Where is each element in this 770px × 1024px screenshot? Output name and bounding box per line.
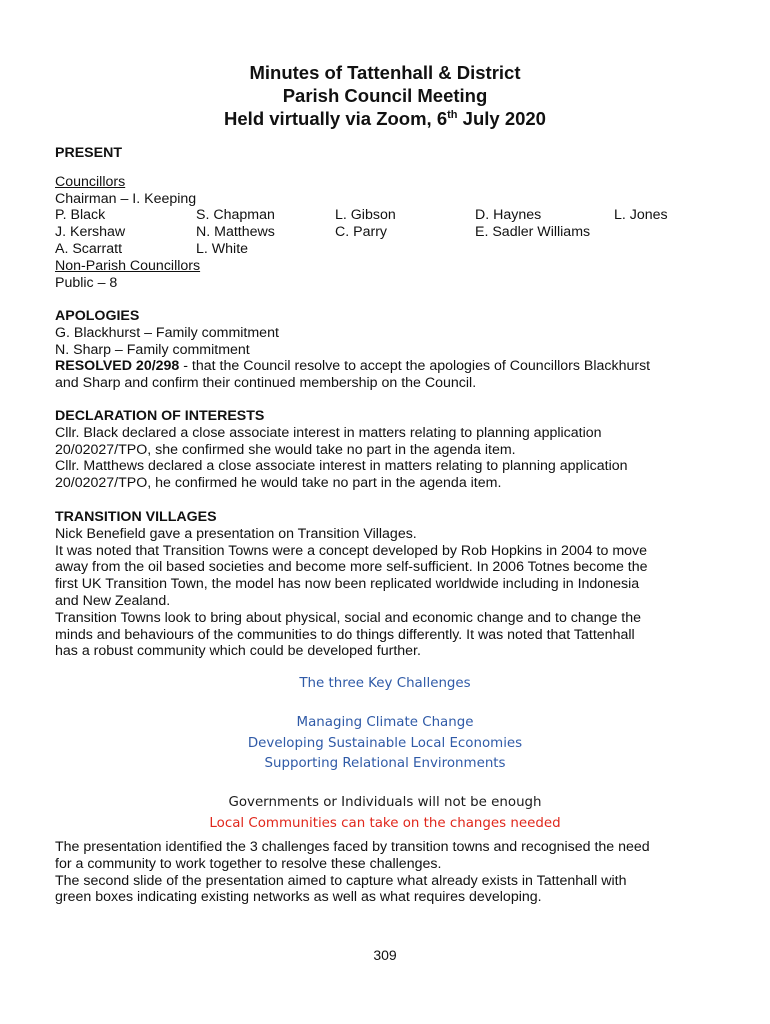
councillor-name: N. Matthews <box>196 224 275 241</box>
slide-item: Supporting Relational Environments <box>264 756 506 771</box>
transition-section <box>55 509 715 660</box>
councillor-name: P. Black <box>55 207 106 224</box>
transition-line: It was noted that Transition Towns were a concept developed by Rob Hopkins in 2004 to move <box>55 542 648 559</box>
declaration-heading: DECLARATION OF INTERESTS <box>55 408 265 424</box>
councillor-name: L. Jones <box>614 207 668 224</box>
title-line-2: Parish Council Meeting <box>282 85 488 106</box>
apology-line: N. Sharp – Family commitment <box>55 341 250 358</box>
transition-heading: TRANSITION VILLAGES <box>55 509 217 525</box>
councillor-name: L. Gibson <box>335 207 396 224</box>
resolution-text: - that the Council resolve to accept the apologies of Councillors Blackhurst <box>179 358 651 375</box>
present-heading: PRESENT <box>55 145 123 161</box>
transition-line: Transition Towns look to bring about physical, social and economic change and to change the <box>55 609 641 626</box>
resolution-label: RESOLVED 20/298 <box>55 358 180 375</box>
councillor-row <box>55 207 715 224</box>
councillor-name: S. Chapman <box>196 207 275 224</box>
slide-statement: Governments or Individuals will not be enough <box>228 795 542 810</box>
declaration-line: Cllr. Black declared a close associate interest in matters relating to planning application <box>55 424 602 441</box>
transition-line: away from the oil based societies and become more self-sufficient. In 2006 Totnes become the <box>55 559 648 576</box>
public-count: Public – 8 <box>55 274 118 291</box>
closing-line: The presentation identified the 3 challenges faced by transition towns and recognised the need <box>55 839 650 855</box>
non-parish-label: Non-Parish Councillors <box>55 257 201 274</box>
councillor-row <box>55 241 715 258</box>
transition-line: Nick Benefield gave a presentation on Transition Villages. <box>55 525 417 542</box>
councillors-label: Councillors <box>55 173 126 190</box>
councillor-name: C. Parry <box>335 224 388 241</box>
present-section <box>55 145 715 291</box>
slide-item: Developing Sustainable Local Economies <box>247 736 523 751</box>
closing-line: The second slide of the presentation aimed to capture what already exists in Tattenhall with <box>55 872 627 889</box>
transition-line: has a robust community which could be developed further. <box>55 643 421 660</box>
slide-statement-highlight: Local Communities can take on the changes needed <box>209 816 561 831</box>
resolution-line <box>55 358 715 375</box>
councillor-name: E. Sadler Williams <box>475 224 591 241</box>
apology-line: G. Blackhurst – Family commitment <box>55 324 279 341</box>
closing-section <box>55 839 715 906</box>
chairman-line: Chairman – I. Keeping <box>55 190 197 207</box>
councillor-name: J. Kershaw <box>55 224 126 241</box>
declaration-line: 20/02027/TPO, he confirmed he would take no part in the agenda item. <box>55 475 502 492</box>
transition-line: and New Zealand. <box>55 592 171 609</box>
closing-line: green boxes indicating existing networks as well as what requires developing. <box>55 889 542 906</box>
title-line-3-sup: th <box>447 109 458 121</box>
councillor-name: L. White <box>196 240 249 257</box>
title-line-1: Minutes of Tattenhall & District <box>249 62 521 83</box>
transition-line: first UK Transition Town, the model has now been replicated worldwide including in Indonesia <box>55 576 640 593</box>
page-number: 309 <box>373 947 397 963</box>
apologies-section <box>55 308 715 392</box>
slide-heading: The three Key Challenges <box>299 676 471 691</box>
councillor-name: A. Scarratt <box>55 240 123 257</box>
declaration-line: 20/02027/TPO, she confirmed she would take no part in the agenda item. <box>55 441 516 458</box>
title-line-3-prefix: Held virtually via Zoom, 6 <box>224 108 448 129</box>
declaration-line: Cllr. Matthews declared a close associate interest in matters relating to planning application <box>55 458 628 475</box>
title-line-3 <box>0 107 770 130</box>
apologies-heading: APOLOGIES <box>55 308 140 324</box>
declaration-section <box>55 408 715 492</box>
slide-item: Managing Climate Change <box>296 715 474 730</box>
transition-line: minds and behaviours of the communities to do things differently. It was noted that Tattenhall <box>55 626 635 643</box>
closing-line: for a community to work together to resolve these challenges. <box>55 855 442 872</box>
councillor-name: D. Haynes <box>475 207 542 224</box>
document-title <box>0 61 770 130</box>
title-line-3-suffix: July 2020 <box>457 108 546 129</box>
resolution-line-2: and Sharp and confirm their continued membership on the Council. <box>55 375 477 392</box>
councillor-row <box>55 224 715 241</box>
